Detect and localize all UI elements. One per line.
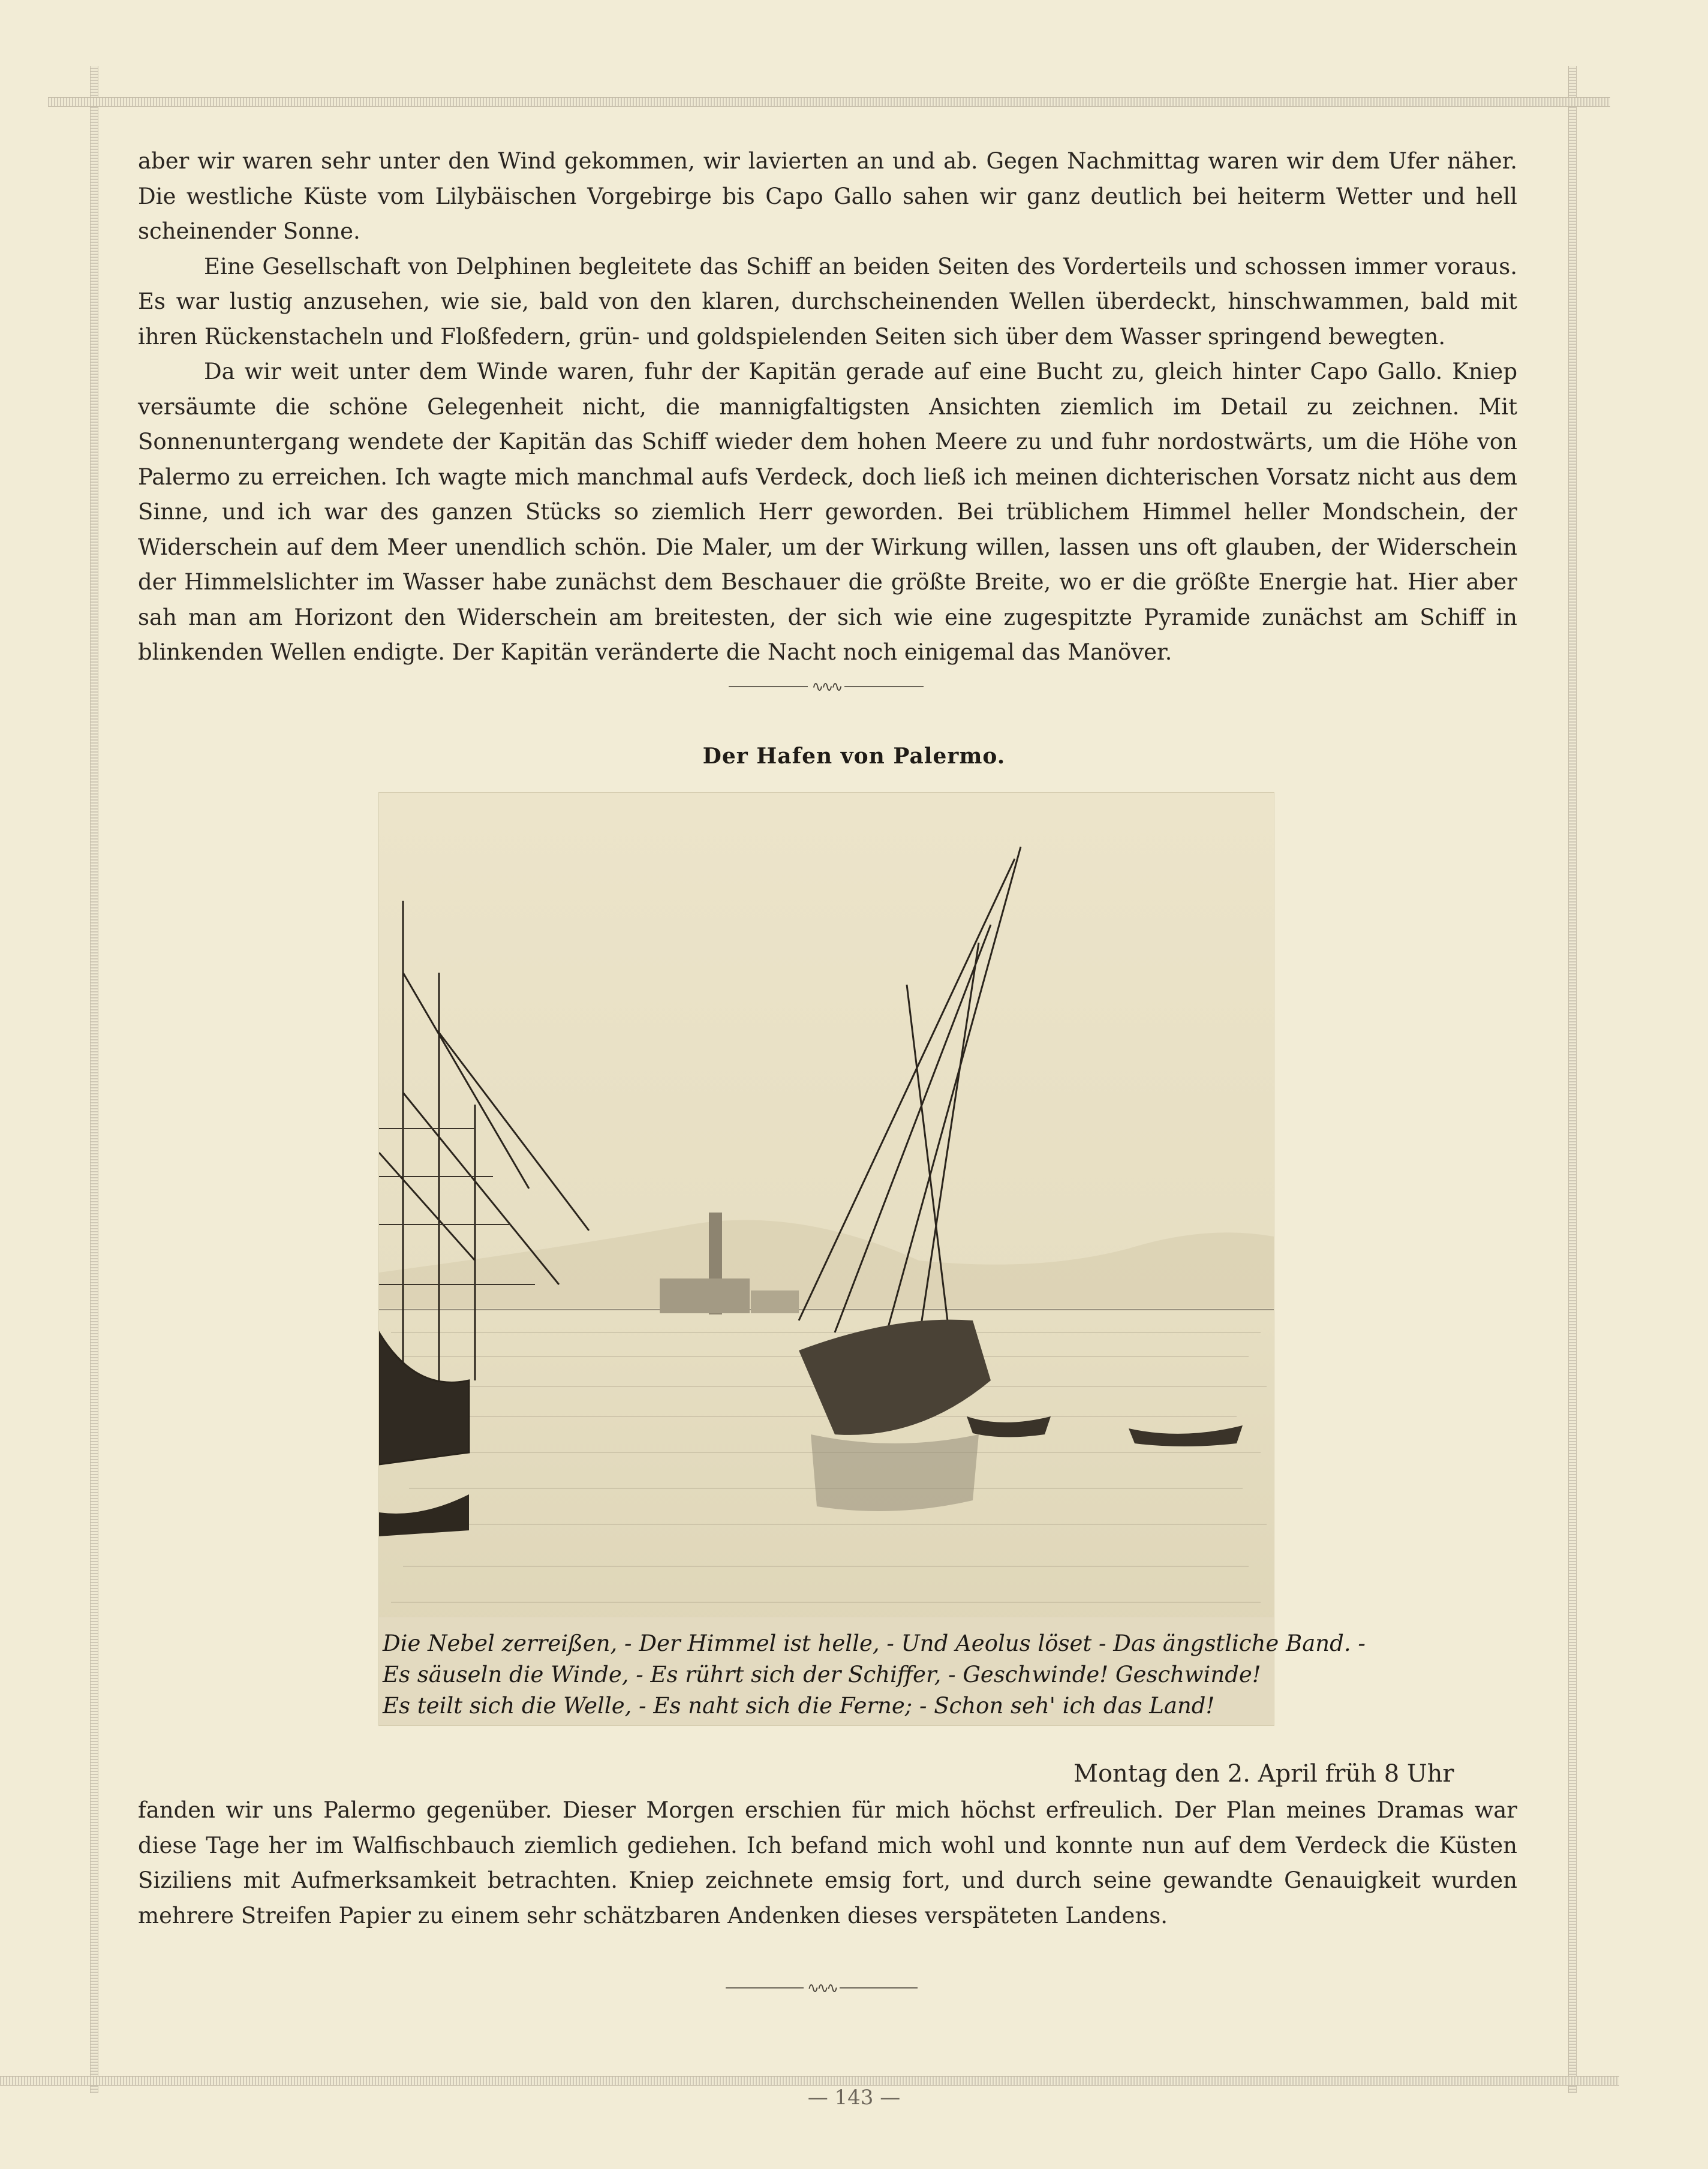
ornament-wave-icon: ∿∿∿ <box>811 678 841 695</box>
top-text-block <box>138 144 1517 670</box>
caption-line: Es teilt sich die Welle, - Es naht sich die Ferne; - Schon seh' ich das Land! <box>383 1693 1215 1719</box>
paragraph-1: aber wir waren sehr unter den Wind gekommen, wir lavierten an und ab. Gegen Nachmittag waren wir dem Ufer näher. Die westliche Küste vom Lilybäischen Vorgebirge bis Capo Gallo sahen wir ganz deutlich bei heiterm Wetter und hell scheinender Sonne. <box>138 148 1517 244</box>
page-border-top <box>48 97 1610 107</box>
harbor-etching-drawing <box>379 793 1366 1725</box>
plate-title: Der Hafen von Palermo. <box>702 744 1006 769</box>
paragraph-2: Eine Gesellschaft von Delphinen begleitete das Schiff an beiden Seiten des Vorderteils und schossen immer voraus. Es war lustig anzusehen, wie sie, bald von den klaren, durchscheinenden Wellen überdeckt, hinschwammen, bald mit ihren Rückenstacheln und Floßfedern, grün- und goldspielenden Seiten sich über dem Wasser springend bewegten. <box>138 253 1517 350</box>
dateline: Montag den 2. April früh 8 Uhr <box>1073 1760 1454 1788</box>
ornament-wave-icon: ∿∿∿ <box>807 1980 837 1996</box>
caption-line: Es säuseln die Winde, - Es rührt sich der Schiffer, - Geschwinde! Geschwinde! <box>383 1662 1261 1687</box>
page-border-right <box>1568 66 1577 2093</box>
bottom-text-block <box>138 1793 1517 1933</box>
page-border-bottom <box>0 2076 1619 2086</box>
plate-caption <box>379 1628 1366 1722</box>
page-border-left <box>90 66 98 2093</box>
page-number: — 143 — <box>807 2086 901 2110</box>
paragraph-4: fanden wir uns Palermo gegenüber. Dieser Morgen erschien für mich höchst erfreulich. Der Plan meines Dramas war diese Tage her im Walfischbauch ziemlich gediehen. Ich befand mich wohl und konnte nun auf dem Verdeck die Küsten Siziliens mit Aufmerksamkeit betrachten. Kniep zeichnete emsig fort, und durch seine gewandte Genauigkeit wurden mehrere Streifen Papier zu einem sehr schätzbaren Andenken dieses verspäteten Landens. <box>138 1797 1517 1929</box>
caption-line: Die Nebel zerreißen, - Der Himmel ist helle, - Und Aeolus löset - Das ängstliche Band. - <box>383 1630 1366 1656</box>
section-ornament <box>729 678 924 696</box>
paragraph-3: Da wir weit unter dem Winde waren, fuhr der Kapitän gerade auf eine Bucht zu, gleich hinter Capo Gallo. Kniep versäumte die schöne Gelegenheit nicht, die mannigfaltigsten Ansichten ziemlich im Detail zu zeichnen. Mit Sonnenuntergang wendete der Kapitän das Schiff wieder dem hohen Meere zu und fuhr nordostwärts, um die Höhe von Palermo zu erreichen. Ich wagte mich manchmal aufs Verdeck, doch ließ ich meinen dichterischen Vorsatz nicht aus dem Sinne, und ich war des ganzen Stücks so ziemlich Herr geworden. Bei trüblichem Himmel heller Mondschein, der Widerschein auf dem Meer unendlich schön. Die Maler, um der Wirkung willen, lassen uns oft glauben, der Widerschein der Himmelslichter im Wasser habe zunächst dem Beschauer die größte Breite, wo er die größte Energie hat. Hier aber sah man am Horizont den Widerschein am breitesten, der sich wie eine zugespitzte Pyramide zunächst am Schiff in blinkenden Wellen endigte. Der Kapitän veränderte die Nacht noch einigemal das Manöver. <box>138 359 1517 665</box>
harbor-etching <box>379 793 1366 1725</box>
section-ornament <box>726 1979 918 1997</box>
